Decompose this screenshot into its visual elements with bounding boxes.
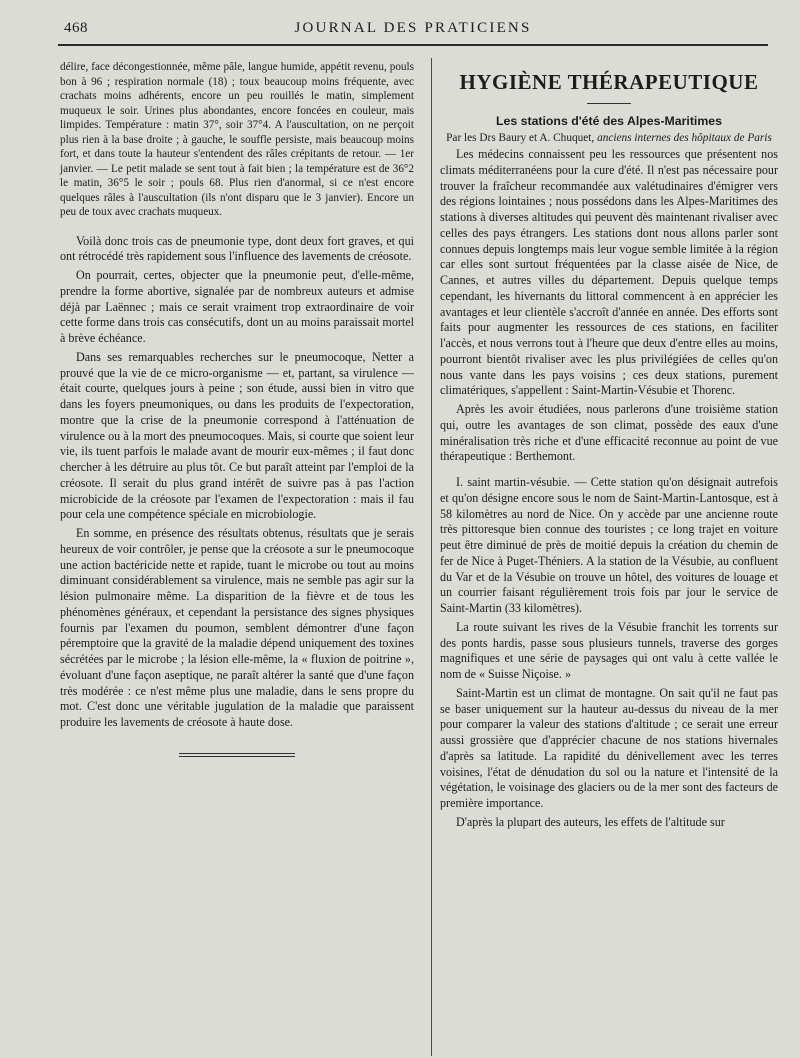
left-paragraph-3: Dans ses remarquables recherches sur le pneumocoque, Netter a prouvé que la vie de ce micro-organisme — et, partant, sa virulence — était courte, quelques jours à peine ; son étude, aussi bien in vitro que dans les foyers pneumoniques, ou dans les produits de l'expectoration, montre que la crise de la pneumonie correspond à l'atténuation de virulence ou à la mort des pneumocoques. Mais, si courte que soient leur vie, ils tuent parfois le malade avant de mourir eux-mêmes ; il faut donc chercher à les détruire au plus tôt. Ce but paraît atteint par l'emploi de la créosote. Il serait du plus grand intérêt de suivre pas à pas l'action microbicide de la créosote par l'examen de l'expectoration : mais il fau pour cela une compétence spéciale en microbiologie. [60, 349, 414, 522]
page-header [58, 18, 768, 46]
page-number: 468 [64, 20, 88, 36]
right-paragraph-4: La route suivant les rives de la Vésubie franchit les torrents sur des ponts hardis, passe sous plusieurs tunnels, traverse des gorges magnifiques et une série de paysages qui ont valu à cette vallée le nom de « Suisse Niçoise. » [440, 619, 778, 681]
left-body [60, 234, 414, 731]
left-paragraph-1: Voilà donc trois cas de pneumonie type, dont deux fort graves, et qui ont rétrocédé très rapidement sous l'influence des lavements de créosote. [60, 233, 414, 264]
right-paragraph-6: D'après la plupart des auteurs, les effets de l'altitude sur [456, 814, 725, 829]
article-title: Les stations d'été des Alpes-Maritimes [496, 114, 722, 128]
article-end-rule [179, 753, 295, 757]
left-paragraph-2: On pourrait, certes, objecter que la pneumonie peut, d'elle-même, prendre la forme abortive, signalée par de nombreux auteurs et admise déjà par Laënnec ; mais ce serait vraiment trop extraordinaire de voir cette forme dans trois cas consécutifs, dont un au moins paraissait mortel à brève échéance. [60, 268, 414, 345]
journal-title: JOURNAL DES PRATICIENS [294, 20, 532, 36]
right-body [440, 147, 778, 831]
case-note [60, 60, 414, 220]
left-paragraph-4: En somme, en présence des résultats obtenus, résultats que je serais heureux de voir contrôler, je pense que la créosote a sur le pneumocoque une action bactéricide nette et rapide, tuant le microbe ou tout au moins diminuant considérablement sa virulence, mais ne semble pas agir sur la lésion pulmonaire même. La disparition de la fièvre et de tous les phénomènes généraux, et cependant la persistance des signes physiques fournis par l'examen du poumon, semblent démontrer d'une façon péremptoire que la gravité de la maladie dépend uniquement des toxines sécrétées par le microbe ; la lésion elle-même, la « fluxion de poitrine », évoluant d'une façon aseptique, ne paraît altérer la santé que d'une façon très modérée : ce n'est même plus une maladie, dans le sens propre du mot. C'est donc une véritable jugulation de la maladie que paraissent produire les lavements de créosote à haute dose. [60, 526, 414, 729]
left-column [60, 60, 414, 757]
right-column [440, 64, 778, 834]
section-title-rule [587, 103, 631, 104]
section-title: HYGIÈNE THÉRAPEUTIQUE [459, 70, 759, 94]
column-divider [431, 58, 432, 1056]
right-paragraph-2: Après les avoir étudiées, nous parlerons d'une troisième station qui, outre les avantages de son climat, possède des eaux d'une minéralisation très riche et d'une efficacité reconnue au point de vue thérapeutique : Berthemont. [440, 402, 778, 464]
right-paragraph-5: Saint-Martin est un climat de montagne. On sait qu'il ne faut pas se baser uniquement sur la hauteur au-dessus du niveau de la mer pour comparer la valeur des stations d'altitude ; ce serait une erreur aussi grossière que d'apprécier chacune de nos stations hivernales d'après sa latitude. La rapidité du dénivellement avec les terres voisines, l'état de dénudation du sol ou la nature et l'intensité de la végétation, le voisinage des glaciers ou de la mer sont des facteurs de première importance. [440, 685, 778, 810]
byline-authors: Par les Drs Baury et A. Chuquet, [446, 132, 595, 144]
right-paragraph-3: I. saint martin-vésubie. — Cette station qu'on désignait autrefois et qu'on désigne encore sous le nom de Saint-Martin-Lantosque, est à 58 kilomètres au nord de Nice. On y accède par une ancienne route très pittoresque bien connue des touristes ; ce long trajet en voiture peut être diminué de près de moitié depuis la création du chemin de fer de Nice à Puget-Théniers. A la station de la Vésubie, au confluent du Var et de la Vésubie on trouve un hôtel, des voitures de louage et un courrier faisant régulièrement trois fois par jour le service de Saint-Martin (33 kilomètres). [440, 475, 778, 615]
byline [440, 131, 778, 145]
right-paragraph-1: Les médecins connaissent peu les ressources que présentent nos climats méditerranéens pour la cure d'été. Il n'est pas nécessaire pour trouver la fraîcheur recommandée aux valétudinaires d'émigrer vers des régions lointaines ; nous possédons dans les Alpes-Maritimes des stations à diverses altitudes qui peuvent dès maintenant rivaliser avec celles des pays étrangers. Les stations dont nous allons parler sont connues depuis longtemps mais leur vogue semble limitée à la région car elles sont surtout fréquentées par la classe aisée de Nice, de Cannes, et autres villes du département. Depuis quelque temps cependant, les hivernants du littoral commencent à en apprécier les avantages et leur clientèle s'accroît d'année en année. Des efforts sont faits pour augmenter les ressources de ces stations, en faciliter l'accès, et nous verrons tout à l'heure que deux d'entre elles au moins, pourront bientôt rivaliser avec les plus privilégiées de celles qu'on nous vante dans les pays voisins ; ces deux stations, purement climatériques, s'appellent : Saint-Martin-Vésubie et Thorenc. [440, 147, 778, 398]
byline-affiliation: anciens internes des hôpitaux de Paris [597, 132, 772, 144]
case-note-text: délire, face décongestionnée, même pâle, langue humide, appétit revenu, pouls bon à 96 ; respiration normale (18) ; toux beaucoup moins fréquente, avec crachats moins adhérents, encore un peu rouillés le matin, simplement muqueux le soir. Urines plus abondantes, encore foncées en couleur, mais limpides. Température : matin 37°, soir 37°4. A l'auscultation, on ne perçoit plus rien à la base droite ; à gauche, le souffle persiste, mais beaucoup moins fort, et dans toute la hauteur s'entendent des râles crépitants de retour. — 1er janvier. — Le petit malade se sent tout à fait bien ; la température est de 36°2 le matin, 36°5 le soir ; pouls 68. Plus rien d'anormal, si ce n'est encore quelques râles à l'auscultation (ils n'ont disparu que le 3 janvier). Encore un peu de toux avec crachats muqueux. [60, 61, 414, 218]
